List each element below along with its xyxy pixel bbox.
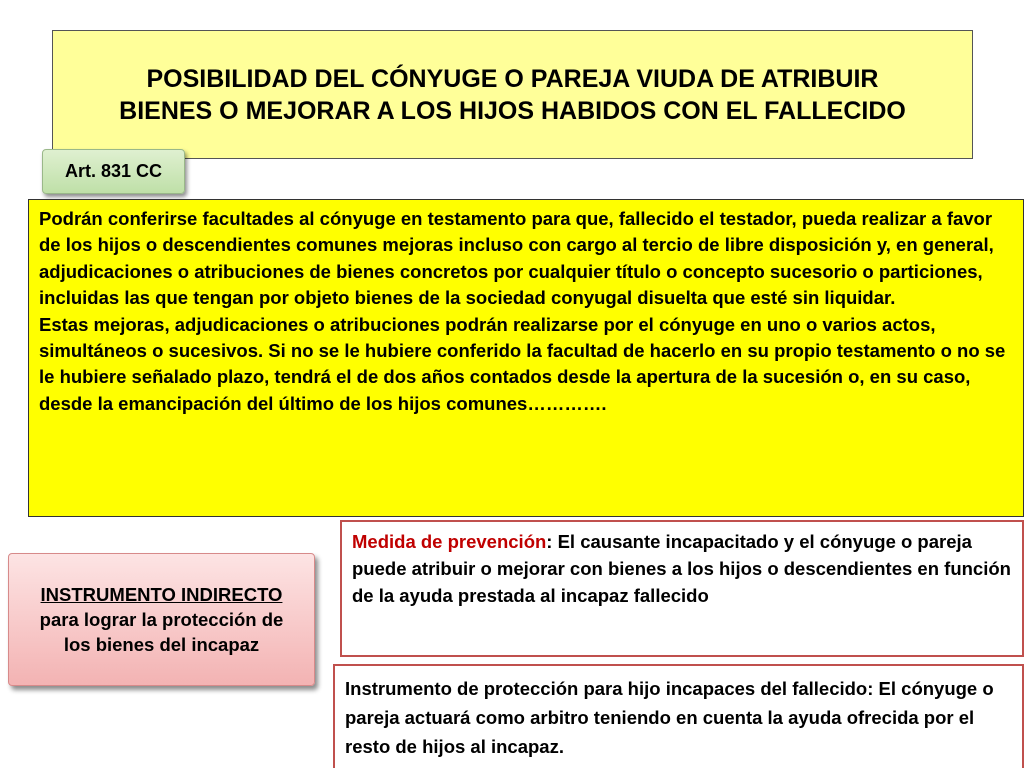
instrument-box xyxy=(8,553,315,686)
protection-text: Instrumento de protección para hijo incapaces del fallecido: El cónyuge o pareja actuará como arbitro teniendo en cuenta la ayuda ofrecida por el resto de hijos al incapaz. xyxy=(345,678,994,757)
prevention-label: Medida de prevención xyxy=(352,531,547,552)
article-paragraph-2: Estas mejoras, adjudicaciones o atribuciones podrán realizarse por el cónyuge en uno o varios actos, simultáneos o sucesivos. Si no se le hubiere conferido la facultad de hacerlo en su propio testamento o no se le hubiere señalado plazo, tendrá el de dos años contados desde la apertura de la sucesión o, en su caso, desde la emancipación del último de los hijos comunes…………. xyxy=(39,313,1006,414)
article-label: Art. 831 CC xyxy=(64,161,163,181)
article-text-box xyxy=(28,199,1024,517)
title-line-2: BIENES O MEJORAR A LOS HIJOS HABIDOS CON EL FALLECIDO xyxy=(119,96,906,125)
title-line-1: POSIBILIDAD DEL CÓNYUGE O PAREJA VIUDA DE ATRIBUIR xyxy=(146,64,879,93)
article-paragraph-1: Podrán conferirse facultades al cónyuge en testamento para que, fallecido el testador, pueda realizar a favor de los hijos o descendientes comunes mejoras incluso con cargo al tercio de libre disposición y, en general, adjudicaciones o atribuciones de bienes concretos por cualquier título o concepto sucesorio o particiones, incluidas las que tengan por objeto bienes de la sociedad conyugal disuelta que esté sin liquidar. xyxy=(39,208,994,309)
article-badge xyxy=(42,149,185,194)
prevention-text: : El causante incapacitado y el cónyuge o pareja puede atribuir o mejorar con bienes a los hijos o descendientes en función de la ayuda prestada al incapaz fallecido xyxy=(352,531,1011,606)
slide-title xyxy=(52,30,973,159)
instrument-body: para lograr la protección de los bienes del incapaz xyxy=(39,609,284,655)
instrument-title: INSTRUMENTO INDIRECTO xyxy=(40,584,283,605)
protection-box xyxy=(333,664,1024,768)
prevention-box xyxy=(340,520,1024,657)
